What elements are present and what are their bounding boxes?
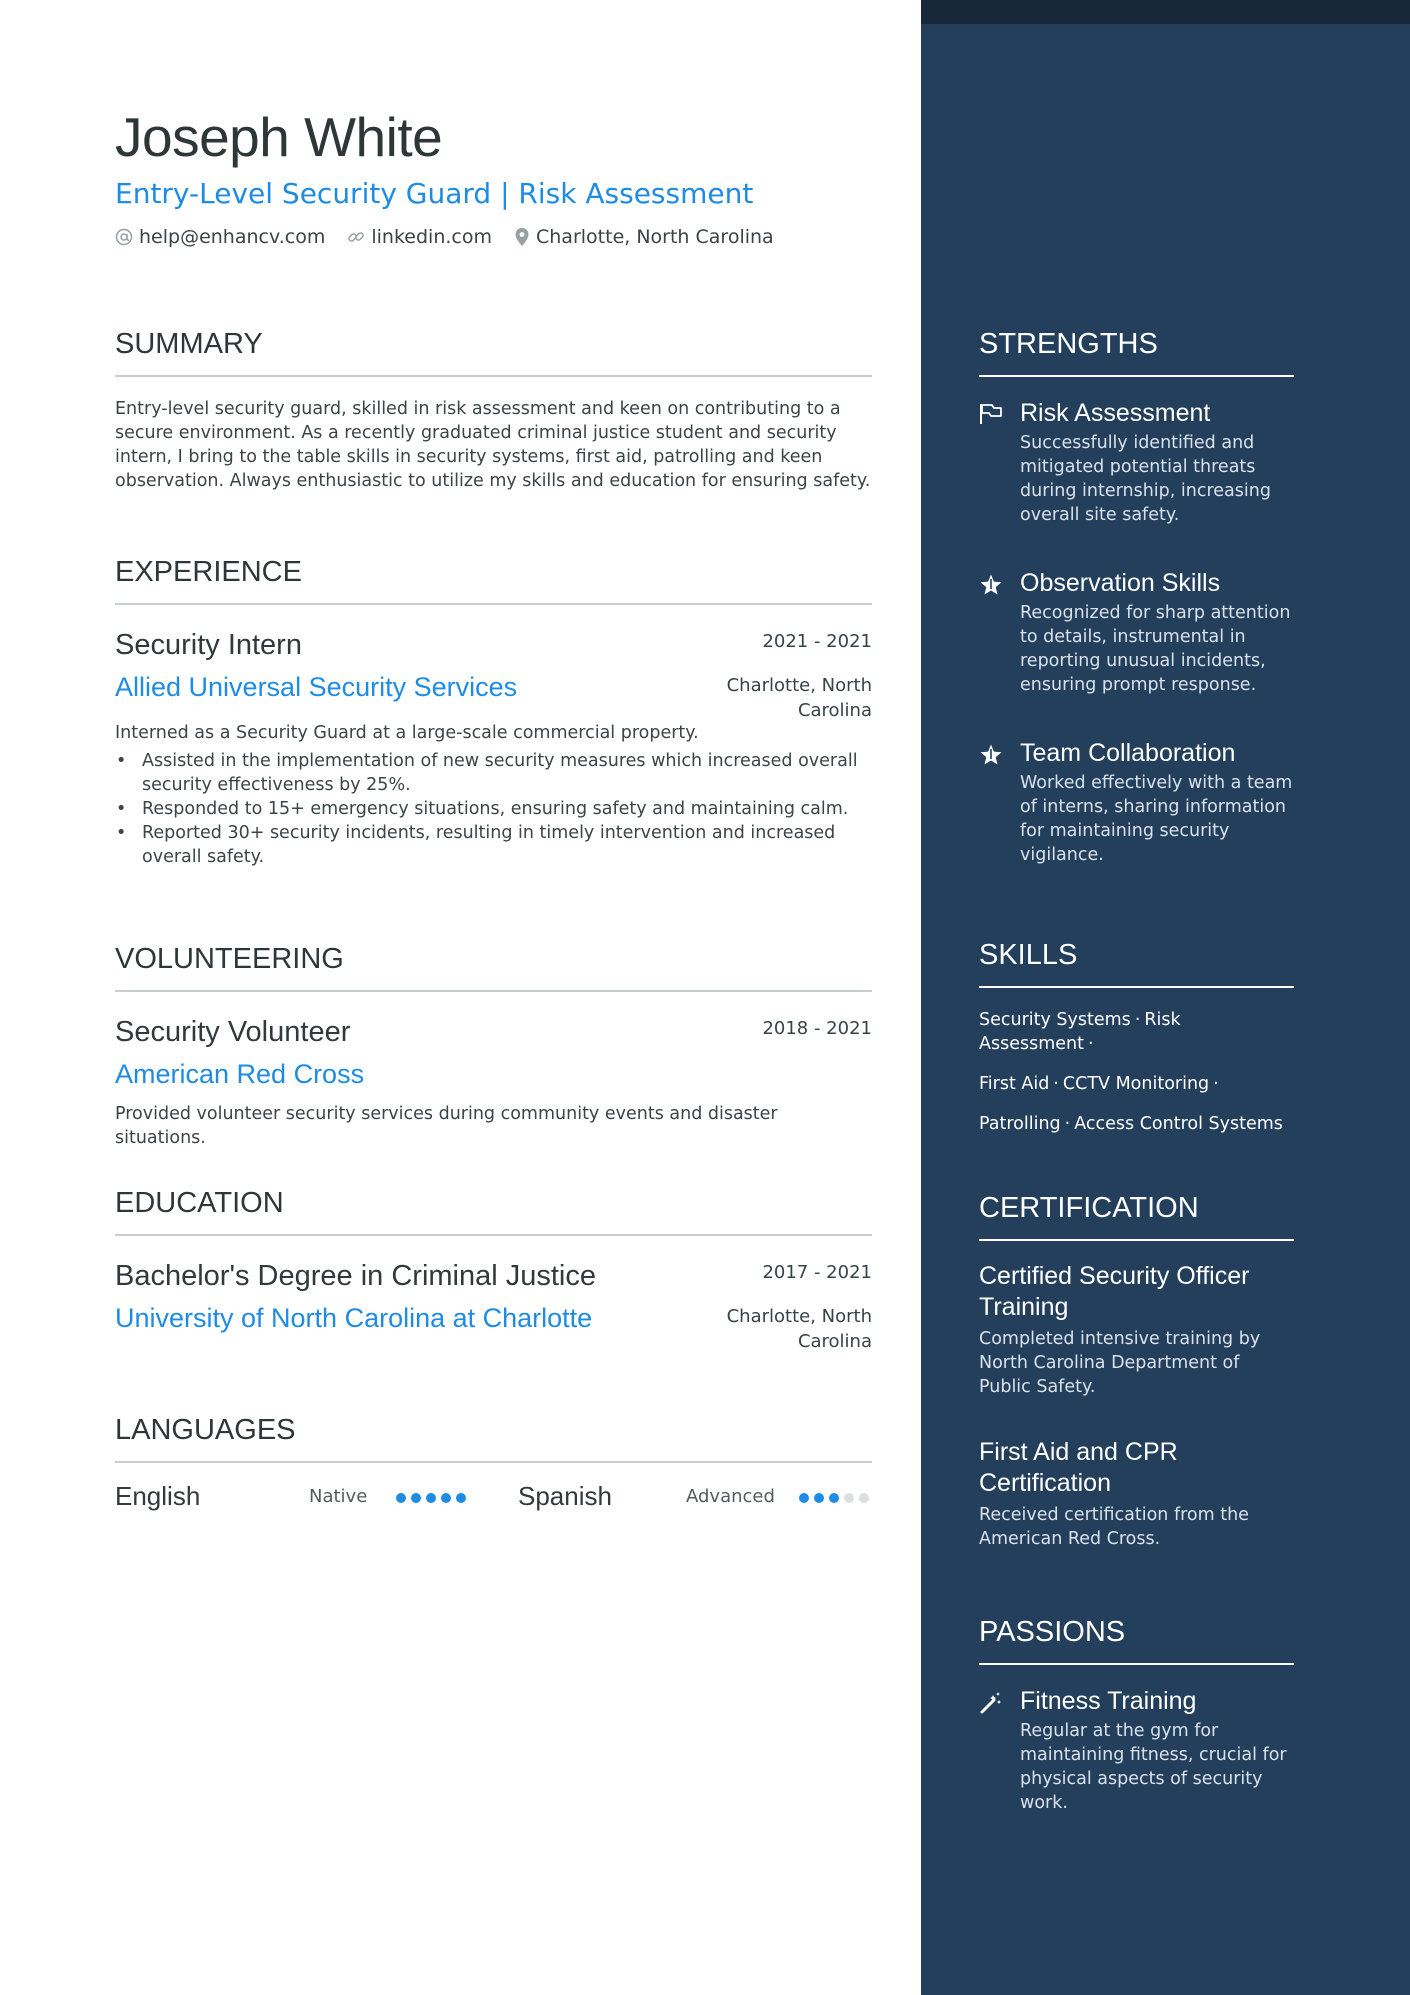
job-date: 2021 - 2021 (762, 631, 872, 652)
certification-heading: CERTIFICATION (979, 1191, 1294, 1241)
resume-header (115, 104, 875, 248)
education-section (115, 1186, 872, 1352)
rating-dot-filled (411, 1493, 421, 1503)
cert-desc: Completed intensive training by North Carolina Department of Public Safety. (979, 1329, 1261, 1397)
language-item (115, 1481, 200, 1512)
skills-line (979, 1072, 1294, 1096)
skill-tag: Security Systems (979, 1010, 1131, 1030)
contact-linkedin[interactable] (347, 226, 492, 248)
experience-entry (115, 627, 872, 869)
skills-list (979, 1008, 1294, 1136)
volunteering-entry (115, 1014, 872, 1150)
sidebar-top-bar (921, 0, 1410, 24)
volunteer-org[interactable]: American Red Cross (115, 1059, 365, 1089)
languages-row (115, 1481, 872, 1521)
languages-heading: LANGUAGES (115, 1413, 872, 1463)
strength-title: Team Collaboration (1020, 739, 1236, 767)
strengths-heading: STRENGTHS (979, 327, 1294, 377)
rating-dot-filled (799, 1493, 809, 1503)
summary-section (115, 327, 872, 493)
skill-tag: Patrolling (979, 1114, 1061, 1134)
job-intro: Interned as a Security Guard at a large-scale commercial property. (115, 723, 699, 743)
magic-wand-icon (979, 1691, 1003, 1715)
experience-section (115, 555, 872, 869)
job-bullet: • Assisted in the implementation of new security measures which increased overall security effectiveness by 25%. (115, 749, 872, 797)
summary-heading: SUMMARY (115, 327, 872, 377)
summary-text: Entry-level security guard, skilled in risk assessment and keen on contributing to a secure environment. As a recently graduated criminal justice student and security intern, I bring to the table skills in security systems, first aid, patrolling and keen observation. Always enthusiastic to utilize my skills and education for ensuring safety. (115, 399, 871, 491)
job-role: Security Intern (115, 629, 302, 661)
skill-separator: · (1053, 1074, 1059, 1094)
rating-dot-filled (814, 1493, 824, 1503)
education-location: Charlotte, North Carolina (726, 1306, 872, 1352)
passion-title: Fitness Training (1020, 1687, 1197, 1715)
skill-separator: · (1064, 1114, 1071, 1134)
rating-dot-empty (844, 1493, 854, 1503)
skill-separator: · (1134, 1010, 1141, 1030)
rating-dot-filled (441, 1493, 451, 1503)
experience-heading: EXPERIENCE (115, 555, 872, 605)
cert-title: First Aid and CPR Certification (979, 1438, 1178, 1497)
language-item (518, 1481, 612, 1512)
passions-section (979, 1615, 1294, 1815)
cert-desc: Received certification from the American Red Cross. (979, 1505, 1249, 1549)
passion-item (979, 1685, 1294, 1815)
job-location: Charlotte, North Carolina (726, 675, 872, 721)
job-bullet: • Responded to 15+ emergency situations, ensuring safety and maintaining calm. (115, 797, 872, 821)
rating-dot-filled (829, 1493, 839, 1503)
volunteer-date: 2018 - 2021 (762, 1018, 872, 1039)
skill-tag: First Aid (979, 1074, 1050, 1094)
contact-info (115, 226, 875, 248)
passion-desc: Regular at the gym for maintaining fitness, crucial for physical aspects of security work. (1020, 1721, 1287, 1813)
skill-separator: · (1087, 1034, 1094, 1054)
degree: Bachelor's Degree in Criminal Justice (115, 1260, 597, 1292)
contact-location (514, 226, 774, 248)
location-pin-icon (514, 227, 530, 247)
certification-section (979, 1191, 1294, 1551)
passions-heading: PASSIONS (979, 1615, 1294, 1665)
star-icon (979, 743, 1003, 767)
language-name: Spanish (518, 1481, 612, 1511)
language-rating (396, 1493, 471, 1503)
star-icon (979, 573, 1003, 597)
strength-desc: Successfully identified and mitigated potential threats during internship, increasing overall site safety. (1020, 433, 1271, 525)
rating-dot-filled (396, 1493, 406, 1503)
skill-tag: Access Control Systems (1074, 1114, 1283, 1134)
language-rating (799, 1493, 874, 1503)
strength-desc: Worked effectively with a team of interns, sharing information for maintaining security vigilance. (1020, 773, 1293, 865)
job-bullet: • Reported 30+ security incidents, resulting in timely intervention and increased overall safety. (115, 821, 872, 869)
link-icon (347, 228, 365, 246)
rating-dot-filled (456, 1493, 466, 1503)
candidate-name: Joseph White (115, 106, 443, 168)
skill-tag: CCTV Monitoring (1062, 1074, 1210, 1094)
strength-item (979, 737, 1294, 867)
rating-dot-filled (426, 1493, 436, 1503)
location-text: Charlotte, North Carolina (536, 226, 774, 248)
volunteering-section (115, 942, 872, 1150)
skill-separator: · (1213, 1074, 1219, 1094)
strength-item (979, 397, 1294, 527)
job-bullets (115, 749, 872, 869)
education-entry (115, 1258, 872, 1352)
language-level: Native (309, 1486, 368, 1507)
languages-section (115, 1413, 872, 1521)
language-name: English (115, 1481, 201, 1511)
strength-item (979, 567, 1294, 697)
volunteering-heading: VOLUNTEERING (115, 942, 872, 992)
school[interactable]: University of North Carolina at Charlotte (115, 1303, 593, 1333)
skills-line (979, 1008, 1294, 1056)
volunteer-desc: Provided volunteer security services during community events and disaster situations. (115, 1104, 778, 1148)
strength-desc: Recognized for sharp attention to details, instrumental in reporting unusual incidents, ensuring prompt response. (1020, 603, 1291, 695)
volunteer-role: Security Volunteer (115, 1016, 351, 1048)
strength-title: Observation Skills (1020, 569, 1221, 597)
cert-title: Certified Security Officer Training (979, 1262, 1250, 1321)
skills-line (979, 1112, 1294, 1136)
skills-section (979, 938, 1294, 1136)
rating-dot-empty (859, 1493, 869, 1503)
skills-heading: SKILLS (979, 938, 1294, 988)
flag-icon (979, 403, 1003, 425)
linkedin-text: linkedin.com (371, 226, 492, 248)
education-heading: EDUCATION (115, 1186, 872, 1236)
email-text: help@enhancv.com (139, 226, 326, 248)
skill-tag: Risk Assessment (979, 1010, 1181, 1054)
contact-email[interactable] (115, 226, 325, 248)
strengths-section (979, 327, 1294, 867)
education-date: 2017 - 2021 (762, 1262, 872, 1283)
job-company[interactable]: Allied Universal Security Services (115, 672, 518, 702)
candidate-title: Entry-Level Security Guard | Risk Assessment (115, 177, 754, 210)
language-level: Advanced (686, 1486, 775, 1507)
strength-title: Risk Assessment (1020, 399, 1211, 427)
at-icon (115, 228, 133, 246)
